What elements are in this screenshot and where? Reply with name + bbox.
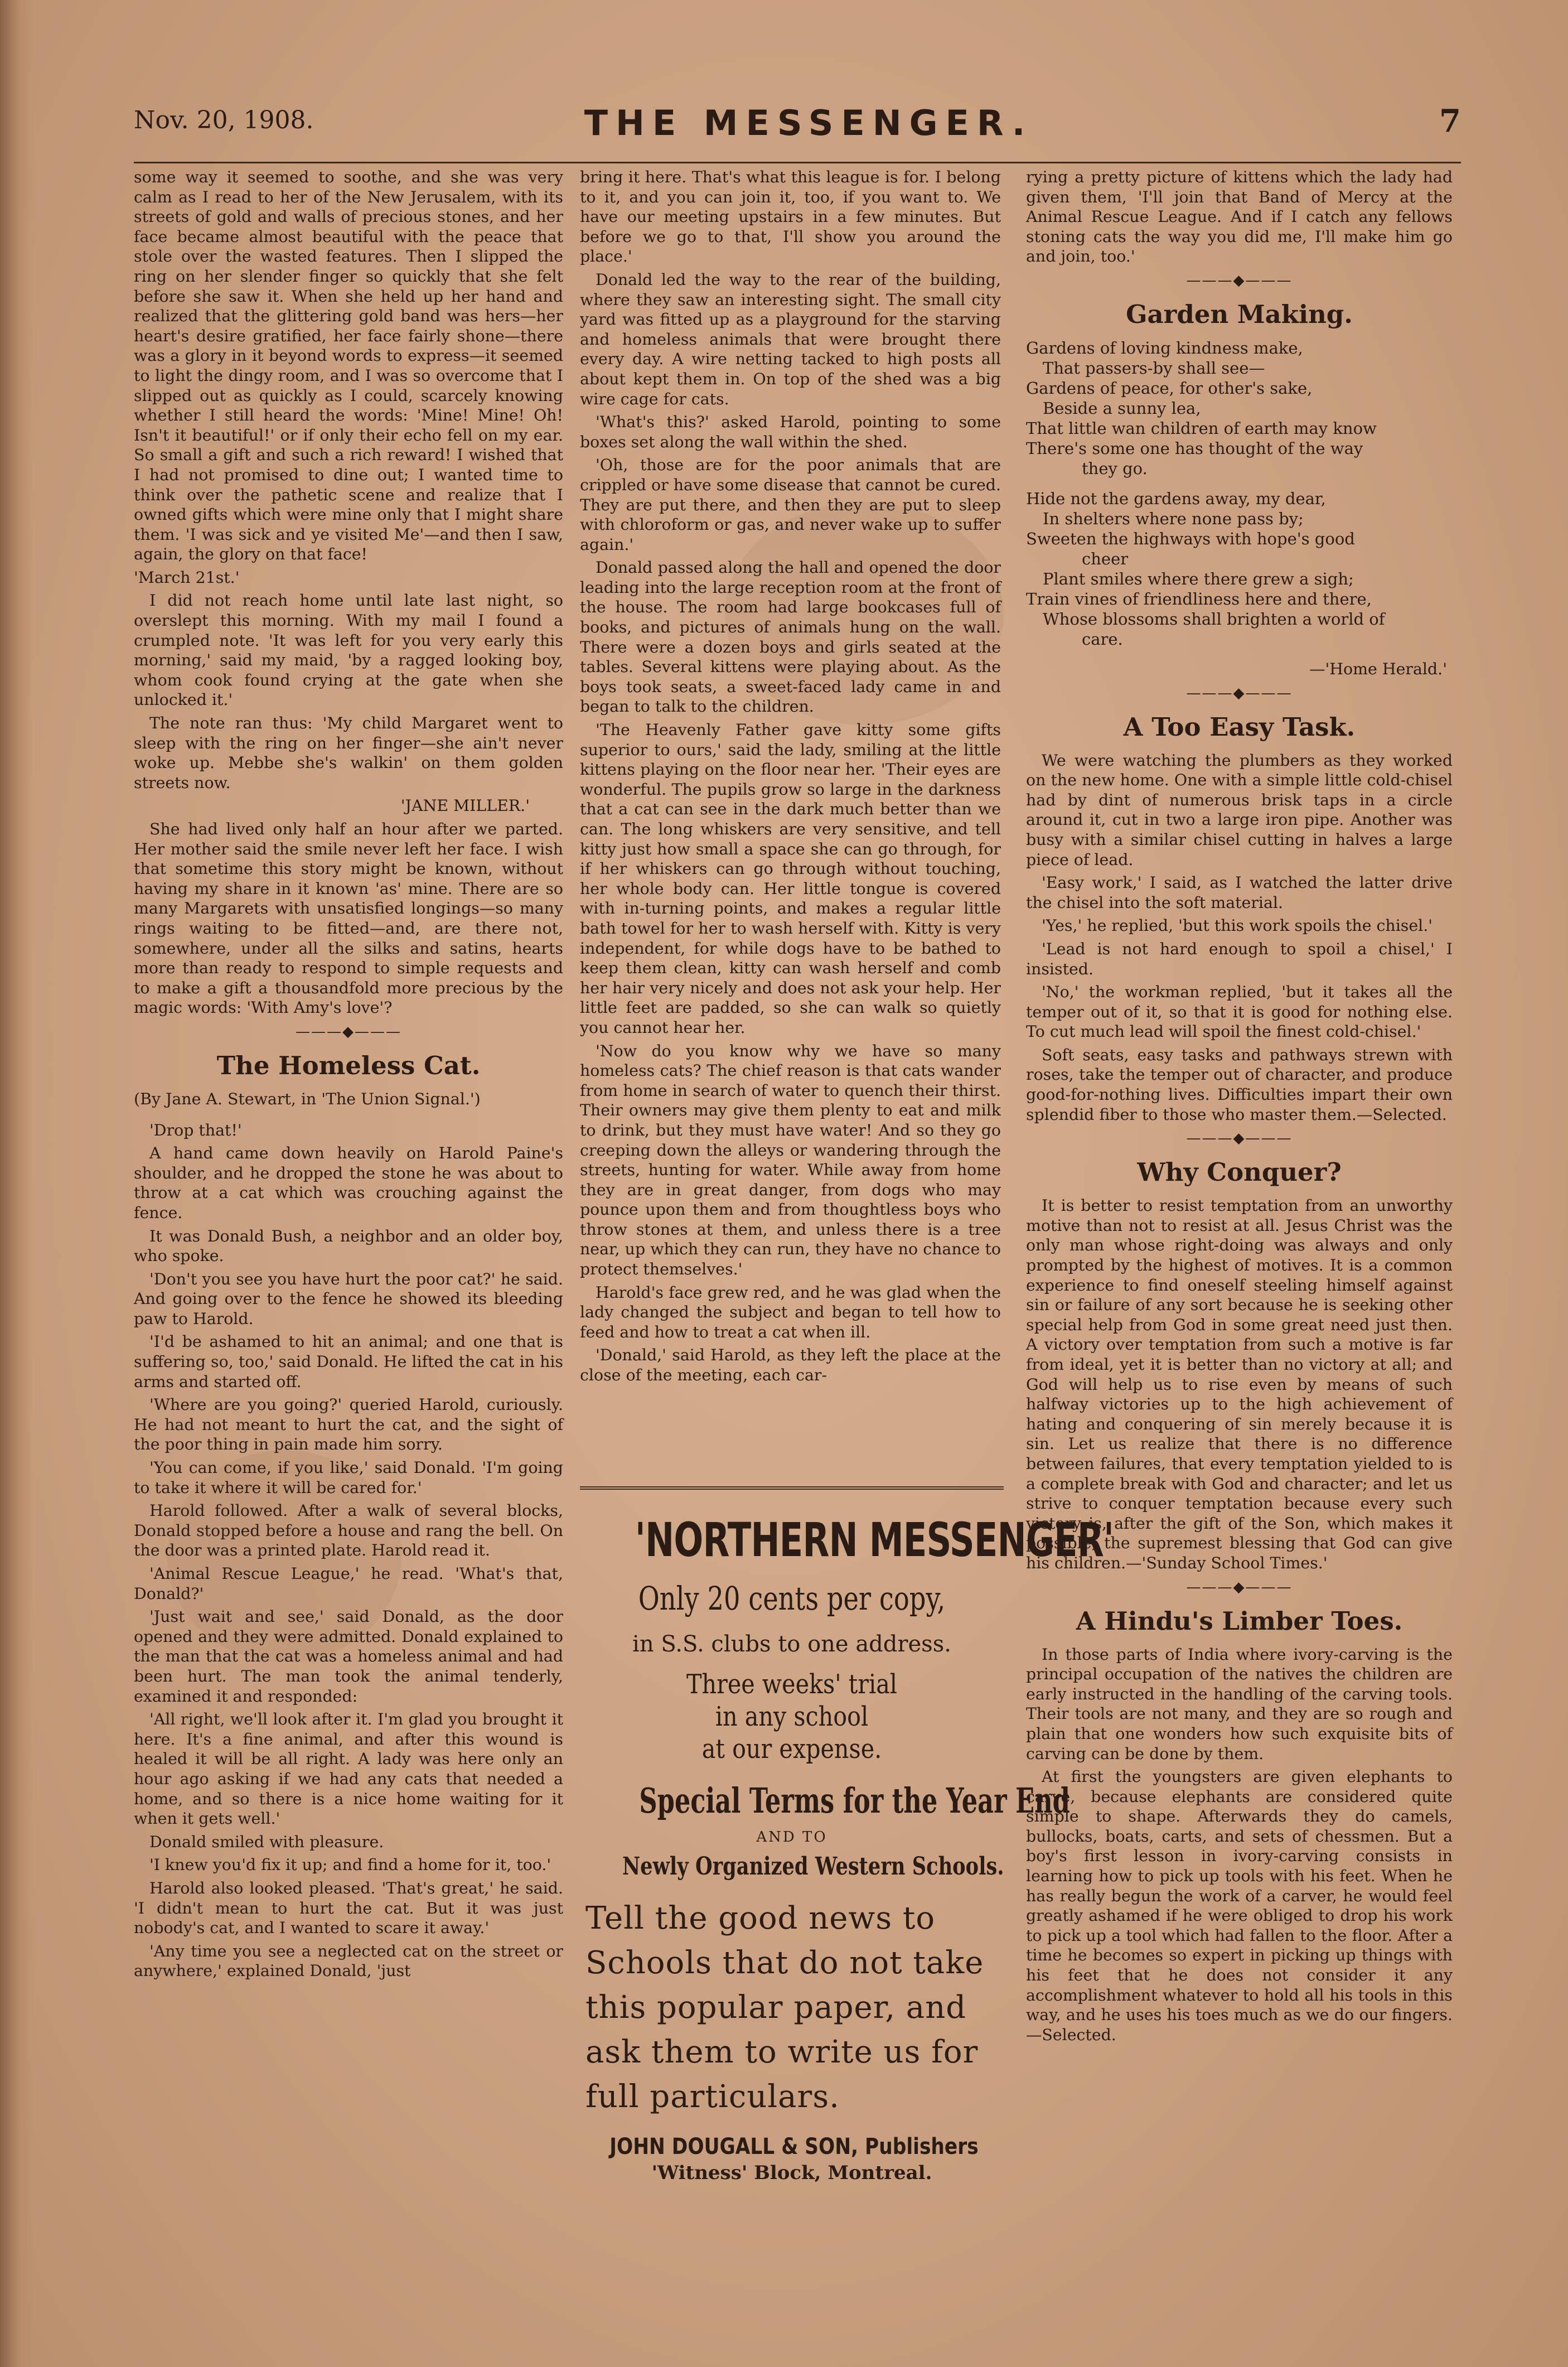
article-paragraph: Donald smiled with pleasure. — [149, 1832, 384, 1851]
poem-line: That little wan children of earth may know — [1026, 418, 1377, 438]
article-paragraph: We were watching the plumbers as they worked on the new home. One with a simple little cold-chisel had by dint of numerous brisk taps in a circle around it, cut in two a large iron pipe. Another was busy with a similar chisel cutting in halves a large piece of lead. — [1026, 751, 1453, 869]
article-paragraph: 'Animal Rescue League,' he read. 'What's that, Donald?' — [134, 1564, 563, 1603]
poem-line: That passers-by shall see— — [1043, 358, 1265, 378]
poem-line: Whose blossoms shall brighten a world of — [1043, 609, 1385, 629]
section-divider: ———◆——— — [1186, 272, 1293, 289]
story-paragraph: The note ran thus: 'My child Margaret went to sleep with the ring on her finger—she ain't never woke up. Mebbe she's walkin' on them golden streets now. — [134, 714, 563, 792]
ad-clubs: in S.S. clubs to one address. — [632, 1631, 951, 1657]
article-paragraph: Soft seats, easy tasks and pathways strewn with roses, take the temper out of character, and produce good-for-nothing lives. Difficulties impart their own splendid fiber to those who master them.—Selected. — [1026, 1045, 1453, 1124]
ad-special-terms: Special Terms for the Year End — [639, 1780, 1070, 1821]
poem-line: In shelters where none pass by; — [1043, 509, 1304, 528]
article-paragraph: 'You can come, if you like,' said Donald. 'I'm going to take it where it will be cared for.' — [134, 1458, 563, 1497]
poem-line: cheer — [1082, 549, 1129, 568]
section-divider: ———◆——— — [1186, 1130, 1293, 1147]
article-paragraph: 'Where are you going?' queried Harold, curiously. He had not meant to hurt the cat, and the sight of the poor thing in pain made him sorry. — [134, 1395, 563, 1454]
article-paragraph: 'The Heavenly Father gave kitty some gifts superior to ours,' said the lady, smiling at the little kittens playing on the floor near her. 'Their eyes are wonderful. The pupils grow so large in the darkness that a cat can see in the dark much better than we can. The long whiskers are very sensitive, and tell kitty just how small a space she can go through, for if her whiskers can go through without touching, her whole body can. Her little tongue is covered with in-turning points, and makes a regular little bath towel for her to wash herself with. Kitty is very independent, for while dogs have to be bathed to keep them clean, kitty can wash herself and comb her hair very nicely and does not ask your help. Her little feet are padded, so she can walk so quietly you cannot hear her. — [580, 721, 1001, 1037]
column-2 — [580, 167, 1001, 1389]
advertisement — [580, 1486, 1114, 2237]
article-paragraph: In those parts of India where ivory-carving is the principal occupation of the natives the children are early instructed in the handling of the carving tools. Their tools are not many, and they are so rough and plain that one wonders how such exquisite bits of carving can be done by them. — [1026, 1645, 1453, 1763]
article-title: A Hindu's Limber Toes. — [1076, 1606, 1403, 1636]
poem-line: Sweeten the highways with hope's good — [1026, 529, 1355, 548]
article-paragraph: 'Lead is not hard enough to spoil a chisel,' I insisted. — [1026, 939, 1453, 978]
article-paragraph: It is better to resist temptation from an unworthy motive than not to resist at all. Jesus Christ was the only man whose right-doing was always and only prompted by the highest of motives. It is a common experience to find oneself steeling himself against sin or failure of any sort because he is seeking other special help from God in some great need just then. A victory over temptation from such a motive is far from ideal, yet it is better than no victory at all; and God will help us to rise even by means of such halfway victories up to the high achievement of hating and conquering of sin merely because it is sin. Let us realize that there is no difference between failures, that every temptation yielded to is a complete break with God and character; and let us strive to conquer temptation because every such victory is, after the gift of the Son, which makes it possible, the supremest blessing that God can give his children.—'Sunday School Times.' — [1026, 1196, 1453, 1572]
article-paragraph: 'Drop that!' — [149, 1120, 242, 1139]
article-paragraph: 'Oh, those are for the poor animals that are crippled or have some disease that cannot be cured. They are put there, and then they are put to sleep with chloroform or gas, and never wake up to suffer again.' — [580, 456, 1001, 554]
article-paragraph: Donald led the way to the rear of the building, where they saw an interesting sight. The small city yard was fitted up as a playground for the starving and homeless animals that were brought there every day. A wire netting tacked to high posts all about kept them in. On top of the shed was a big wire cage for cats. — [580, 270, 1001, 408]
article-paragraph: Harold also looked pleased. 'That's great,' he said. 'I didn't mean to hurt the cat. But it was just nobody's cat, and I wanted to scare it away.' — [134, 1878, 563, 1938]
article-paragraph: 'All right, we'll look after it. I'm glad you brought it here. It's a fine animal, and after this wound is healed it will be all right. A lady was here only an hour ago asking if we had any cats that needed a home, and so there is a nice home waiting for it when it gets well.' — [134, 1710, 563, 1828]
masthead — [134, 103, 1461, 151]
poem-line: Plant smiles where there grew a sigh; — [1043, 569, 1354, 588]
article-paragraph: 'Don't you see you have hurt the poor cat?' he said. And going over to the fence he showed its bleeding paw to Harold. — [134, 1269, 563, 1328]
article-paragraph: 'Any time you see a neglected cat on the street or anywhere,' explained Donald, 'just — [134, 1941, 563, 1980]
article-paragraph: Harold's face grew red, and he was glad when the lady changed the subject and began to tell how to feed and how to treat a cat when ill. — [580, 1283, 1001, 1341]
poem-line: Beside a sunny lea, — [1043, 398, 1201, 418]
article-paragraph: 'Just wait and see,' said Donald, as the door opened and they were admitted. Donald explained to the man that the cat was a homeless animal and had been hurt. The man took the animal tenderly, examined it and responded: — [134, 1607, 563, 1706]
poem-stanza — [1026, 489, 1453, 649]
note-signature: 'JANE MILLER.' — [400, 796, 530, 815]
article-paragraph: 'Donald,' said Harold, as they left the place at the close of the meeting, each car- — [580, 1346, 1001, 1385]
article-title: Garden Making. — [1126, 299, 1353, 329]
poem-line: Gardens of loving kindness make, — [1026, 338, 1303, 358]
article-paragraph: A hand came down heavily on Harold Paine's shoulder, and he dropped the stone he was about to throw at a cat which was crouching against the fence. — [134, 1144, 563, 1222]
ad-price: Only 20 cents per copy, — [638, 1579, 946, 1617]
poem-line: care. — [1082, 629, 1123, 649]
article-paragraph: At first the youngsters are given elephants to carve, because elephants are considered quite simple to shape. Afterwards they do camels, bullocks, boats, carts, and sets of chessmen. But a boy's first lesson in ivory-carving consists in learning how to pick up tools with his feet. When he has really begun the work of a carver, he would feel greatly ashamed if he were obliged to drop his work to pick up a tool which had fallen to the floor. After a time he becomes so expert in picking up things with his feet that he does not consider it any accomplishment whatever to hold all his tools in this way, and he uses his toes much as we do our fingers.—Selected. — [1026, 1767, 1453, 2044]
poem-line: There's some one has thought of the way — [1026, 438, 1363, 458]
ad-address: 'Witness' Block, Montreal. — [651, 2162, 932, 2184]
poem-line: Gardens of peace, for other's sake, — [1026, 378, 1313, 398]
page-edge-shadow — [0, 0, 33, 2367]
column-1 — [134, 167, 563, 1984]
section-divider: ———◆——— — [1186, 684, 1293, 702]
column-3 — [1026, 167, 1453, 2048]
article-paragraph: It was Donald Bush, a neighbor and an older boy, who spoke. — [134, 1226, 563, 1265]
poem-line: Train vines of friendliness here and there, — [1026, 589, 1372, 608]
article-paragraph: 'Yes,' he replied, 'but this work spoils the chisel.' — [1042, 916, 1433, 935]
ad-tell-text: Tell the good news to Schools that do not take this popular paper, and ask them to write us for full particulars. — [585, 1900, 984, 2115]
article-paragraph: 'Easy work,' I said, as I watched the latter drive the chisel into the soft material. — [1026, 873, 1453, 912]
poem-stanza — [1026, 338, 1453, 479]
poem-line: they go. — [1082, 458, 1148, 478]
article-paragraph: 'I'd be ashamed to hit an animal; and one that is suffering so, too,' said Donald. He lifted the cat in his arms and started off. — [134, 1332, 563, 1391]
ad-and-to: AND TO — [756, 1829, 827, 1846]
article-paragraph: 'No,' the workman replied, 'but it takes all the temper out of it, so that it is good for nothing else. To cut much lead will spoil the finest cold-chisel.' — [1026, 983, 1453, 1041]
article-title: Why Conquer? — [1137, 1157, 1342, 1187]
section-divider: ———◆——— — [296, 1023, 401, 1040]
ad-trial — [609, 1668, 974, 1765]
article-paragraph: 'What's this?' asked Harold, pointing to some boxes set along the wall within the shed. — [580, 413, 1001, 451]
article-title: A Too Easy Task. — [1123, 712, 1356, 742]
article-paragraph: bring it here. That's what this league is for. I belong to it, and you can join it, too, if you want to. We have our meeting upstairs in a few minutes. But before we go to that, I'll show you around the place.' — [580, 168, 1001, 266]
section-divider: ———◆——— — [1186, 1578, 1293, 1596]
story-paragraph: I did not reach home until late last night, so overslept this morning. With my mail I found a crumpled note. 'It was left for you very early this morning,' said my maid, 'by a ragged looking boy, whom cook found crying at the gate when she unlocked it.' — [134, 591, 563, 709]
newspaper-title: THE MESSENGER. — [584, 103, 1033, 143]
diary-date: 'March 21st.' — [134, 568, 240, 587]
poem-credit: —'Home Herald.' — [1309, 659, 1447, 678]
ad-publisher: JOHN DOUGALL & SON, Publishers — [609, 2134, 979, 2160]
header-rule — [134, 162, 1461, 163]
ad-schools: Newly Organized Western Schools. — [622, 1852, 1004, 1881]
poem-line: Hide not the gardens away, my dear, — [1026, 489, 1326, 508]
article-paragraph: rying a pretty picture of kittens which the lady had given them, 'I'll join that Band of Mercy at the Animal Rescue League. And if I catch any fellows stoning cats the way you did me, I'll make him go and join, too.' — [1026, 168, 1453, 266]
article-paragraph: Harold followed. After a walk of several blocks, Donald stopped before a house and rang the bell. On the door was a printed plate. Harold read it. — [134, 1501, 563, 1560]
story-paragraph: some way it seemed to soothe, and she was very calm as I read to her of the New Jerusalem, with its streets of gold and walls of precious stones, and her face became almost beautiful with the peace that stole over the wasted features. Then I slipped the ring on her slender finger so quickly that she felt before she saw it. When she held up her hand and realized that the glittering gold band was hers—her heart's desire gratified, her face fairly shone—there was a glory in it beyond words to express—it seemed to light the dingy room, and I was so overcome that I slipped out as quickly as I could, scarcely knowing whether I still heard the words: 'Mine! Mine! Oh! Isn't it beautiful!' or if only their echo fell on my ear. So small a gift and such a rich reward! I wished that I had not promised to dine out; I wanted time to think over the pathetic scene and realize that I owned gifts which were mine only that I might share them. 'I was sick and ye visited Me'—and then I saw, again, the glory on that face! — [134, 168, 563, 564]
article-paragraph: Donald passed along the hall and opened the door leading into the large reception room at the front of the house. The room had large bookcases full of books, and pictures of animals hung on the wall. There were a dozen boys and girls seated at the tables. Several kittens were playing about. As the boys took seats, a sweet-faced lady came in and began to talk to the children. — [580, 558, 1001, 716]
ad-trial-line: Three weeks' trial — [686, 1669, 898, 1700]
ad-trial-line: at our expense. — [701, 1733, 882, 1765]
article-byline: (By Jane A. Stewart, in 'The Union Signal.') — [134, 1089, 481, 1108]
article-paragraph: 'Now do you know why we have so many homeless cats? The chief reason is that cats wander from home in search of water to quench their thirst. Their owners may give them plenty to eat and milk to drink, but they must have water! And so they go creeping down the alleys or wandering through the streets, hunting for water. While away from home they are in great danger, from dogs who may pounce upon them and from thoughtless boys who throw stones at them, and unless there is a tree near, up which they can run, they have no chance to protect themselves.' — [580, 1041, 1001, 1279]
page-number: 7 — [1439, 103, 1461, 139]
article-paragraph: 'I knew you'd fix it up; and find a home for it, too.' — [149, 1856, 551, 1875]
story-paragraph: She had lived only half an hour after we parted. Her mother said the smile never left her face. I wish that sometime this story might be known, without having my share in it known 'as' mine. There are so many Margarets with unsatisfied longings—so many rings waiting to be fitted—and, are there not, somewhere, under all the silks and satins, hearts more than ready to respond to simple requests and to make a gift a thousandfold more precious by the magic words: 'With Amy's love'? — [134, 820, 563, 1017]
article-title: The Homeless Cat. — [216, 1050, 481, 1080]
ad-trial-line: in any school — [715, 1701, 869, 1732]
issue-date: Nov. 20, 1908. — [134, 106, 314, 134]
ad-headline: 'NORTHERN MESSENGER' — [635, 1513, 1114, 1567]
